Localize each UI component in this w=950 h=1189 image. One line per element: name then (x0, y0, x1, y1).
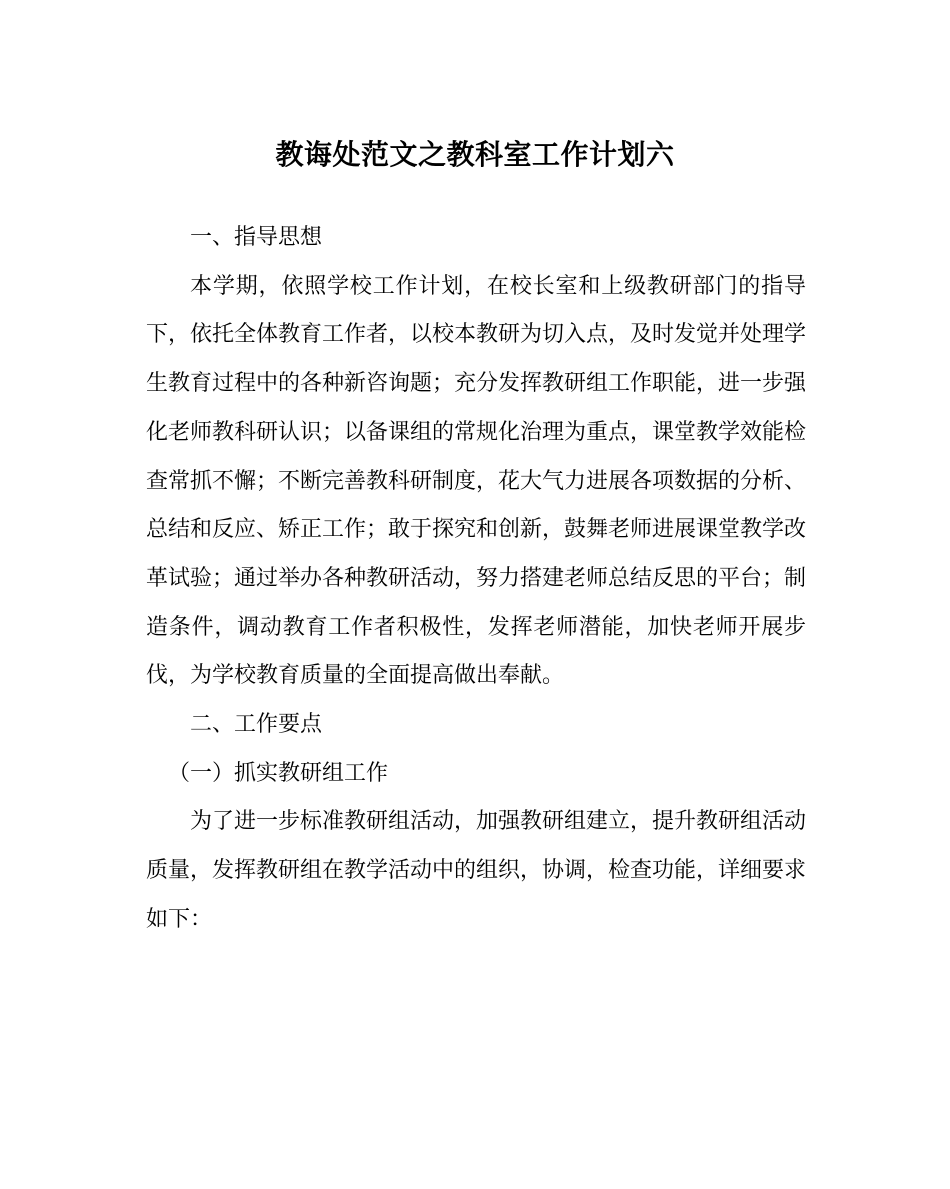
document-body (146, 214, 806, 945)
document-title: 教诲处范文之教科室工作计划六 (275, 138, 675, 171)
section-heading-work-points: 二、工作要点 (190, 712, 323, 738)
section-heading-guiding-ideology: 一、指导思想 (190, 225, 323, 250)
subsection-heading-research-groups: （一）抓实教研组工作 (168, 760, 389, 786)
paragraph-research-groups: 为了进一步标准教研组活动，加强教研组建立，提升教研组活动质量，发挥教研组在教学活动中的组织，协调，检查功能，详细要求如下： (146, 809, 807, 932)
paragraph-guiding-ideology: 本学期，依照学校工作计划，在校长室和上级教研部门的指导下，依托全体教育工作者，以校本教研为切入点，及时发觉并处理学生教育过程中的各种新咨询题；充分发挥教研组工作职能，进一步强化老师教科研认识；以备课组的常规化治理为重点，课堂教学效能检查常抓不懈；不断完善教科研制度，花大气力进展各项数据的分析、总结和反应、矫正工作；敢于探究和创新，鼓舞老师进展课堂教学改革试验；通过举办各种教研活动，努力搭建老师总结反思的平台；制造条件，调动教育工作者积极性，发挥老师潜能，加快老师开展步伐，为学校教育质量的全面提高做出奉献。 (146, 273, 807, 689)
